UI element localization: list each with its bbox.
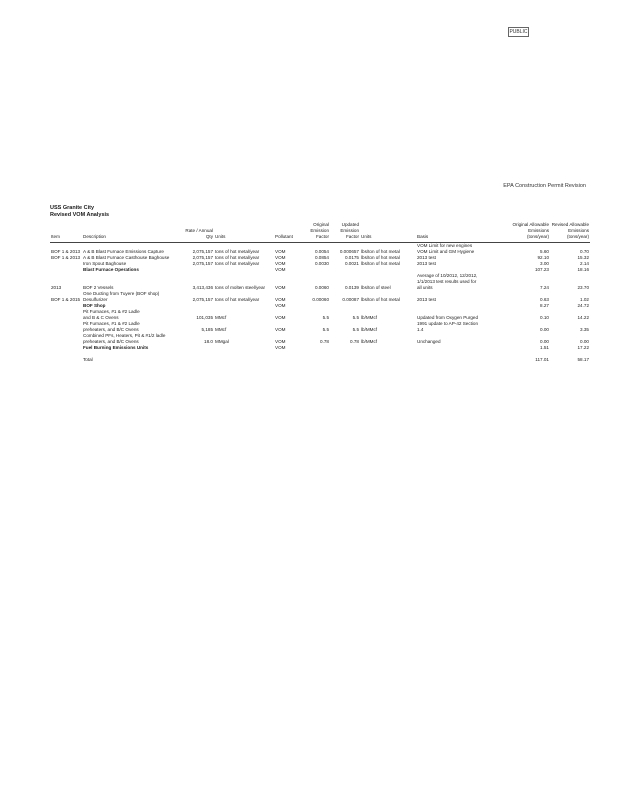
cell-orig-emis: 1.51 bbox=[540, 345, 549, 350]
vom-analysis-table bbox=[50, 222, 590, 363]
cell-upd-factor: 0.0139 bbox=[344, 285, 359, 290]
cell-description: Iron Spout Baghouse bbox=[83, 261, 127, 266]
col-header-revised-emissions: Revised Allowable Emissions (tons/year) bbox=[551, 222, 589, 239]
cell-pollutant: VOM bbox=[275, 315, 286, 320]
cell-units: tons of hot metal/year bbox=[215, 249, 260, 254]
cell-rate: 2,075,157 bbox=[192, 261, 213, 266]
cell-orig-emis: 8.27 bbox=[540, 303, 549, 308]
title-line-2: Revised VOM Analysis bbox=[50, 212, 110, 218]
cell-units: tons of molten steel/year bbox=[215, 285, 266, 290]
cell-rev-emis: 15.32 bbox=[577, 255, 589, 260]
cell-factor-units bbox=[360, 357, 416, 363]
cell-orig-factor: 0.78 bbox=[320, 339, 329, 344]
cell-description: preheaters, and B/C Ovens bbox=[83, 327, 139, 332]
cell-factor-units: lbs/ton of hot metal bbox=[361, 261, 400, 266]
cell-pollutant: VOM bbox=[275, 249, 286, 254]
col-header-description: Description bbox=[83, 234, 106, 239]
cell-rate: 5,185 bbox=[201, 327, 213, 332]
cell-orig-emis: 0.63 bbox=[540, 297, 549, 302]
cell-orig-factor: 5.5 bbox=[322, 315, 329, 320]
cell-upd-factor: 0.0021 bbox=[344, 261, 359, 266]
cell-rev-emis: 24.72 bbox=[577, 303, 589, 308]
cell-description: Pit Furnaces, #1 & #2 Ladle bbox=[83, 321, 140, 326]
cell-rate bbox=[180, 357, 214, 363]
cell-basis: Updated from Oxygen Purged bbox=[417, 315, 479, 320]
cell-basis: 2013 test bbox=[417, 261, 436, 266]
cell-description: Desulfurizer bbox=[83, 297, 108, 302]
cell-basis: 1.4 bbox=[417, 327, 424, 332]
cell-description: Total bbox=[83, 357, 93, 362]
cell-basis: 2013 test bbox=[417, 255, 436, 260]
cell-description: A & B Blast Furnace Casthouse Baghouse bbox=[83, 255, 170, 260]
cell-units bbox=[214, 357, 274, 363]
cell-orig-factor: 0.00060 bbox=[312, 297, 329, 302]
col-header-original-factor: Original Emission Factor bbox=[310, 222, 329, 239]
cell-basis: VOM Limit and GM Hygiene bbox=[417, 249, 475, 254]
cell-units: MMcf bbox=[215, 315, 227, 320]
cell-orig-factor bbox=[300, 357, 330, 363]
cell-description: Blast Furnace Operations bbox=[83, 267, 139, 272]
cell-factor-units: lb/MMcf bbox=[361, 339, 378, 344]
cell-pollutant: VOM bbox=[275, 339, 286, 344]
col-header-factor-units: Units bbox=[361, 234, 372, 239]
cell-pollutant: VOM bbox=[275, 303, 286, 308]
cell-units: MMgal bbox=[215, 339, 229, 344]
cell-pollutant: VOM bbox=[275, 297, 286, 302]
cell-basis: 1991 update to AP-42 Section bbox=[417, 321, 479, 326]
cell-upd-factor: 5.5 bbox=[352, 315, 359, 320]
cell-description: BOF 2 Vessels bbox=[83, 285, 114, 290]
cell-description: Combined PFs, Heaters, Pit & #1/2 ladle bbox=[83, 333, 166, 338]
cell-basis: VOM Limit for new engines bbox=[417, 243, 473, 248]
page-header: EPA Construction Permit Revision bbox=[503, 183, 586, 189]
cell-rev-emis: 3.35 bbox=[580, 327, 589, 332]
cell-item bbox=[50, 357, 82, 363]
cell-orig-factor: 0.0854 bbox=[314, 255, 329, 260]
cell-pollutant: VOM bbox=[275, 255, 286, 260]
table-body bbox=[50, 243, 590, 364]
cell-item: BOF 1 & 2015 bbox=[51, 297, 81, 302]
col-header-updated-factor: Updated Emission Factor bbox=[340, 222, 359, 239]
cell-basis: Unchanged bbox=[417, 339, 441, 344]
cell-description: One Ducting from Tuyere (BOF shop) bbox=[83, 291, 160, 296]
cell-pollutant: VOM bbox=[275, 345, 286, 350]
col-header-pollutant: Pollutant bbox=[275, 234, 293, 239]
cell-orig-emis: 0.00 bbox=[540, 339, 549, 344]
cell-pollutant: VOM bbox=[275, 285, 286, 290]
cell-basis: Average of 10/2012, 12/2012, bbox=[417, 273, 478, 278]
cell-rev-emis: 23.70 bbox=[577, 285, 589, 290]
public-badge: PUBLIC bbox=[509, 29, 528, 35]
cell-orig-factor: 5.5 bbox=[322, 327, 329, 332]
cell-upd-factor: 0.78 bbox=[350, 339, 359, 344]
cell-pollutant: VOM bbox=[275, 261, 286, 266]
cell-rev-emis: 0.00 bbox=[580, 339, 589, 344]
cell-rate: 101,035 bbox=[196, 315, 213, 320]
cell-factor-units: lbs/ton of hot metal bbox=[361, 249, 400, 254]
cell-factor-units: lbs/ton of hot metal bbox=[361, 297, 400, 302]
col-header-original-emissions: Original Allowable Emissions (tons/year) bbox=[512, 222, 549, 239]
cell-basis: 2013 test bbox=[417, 297, 436, 302]
cell-orig-emis: 5.60 bbox=[540, 249, 549, 254]
cell-factor-units: lb/MMcf bbox=[361, 327, 378, 332]
cell-description: Pit Furnaces, #1 & #2 Ladle bbox=[83, 309, 140, 314]
cell-rate: 2,075,157 bbox=[192, 249, 213, 254]
cell-description: and B & C Ovens bbox=[83, 315, 119, 320]
cell-pollutant bbox=[274, 357, 300, 363]
cell-pollutant: VOM bbox=[275, 267, 286, 272]
cell-units: tons of hot metal/year bbox=[215, 261, 260, 266]
cell-upd-factor: 0.0175 bbox=[344, 255, 359, 260]
cell-units: tons of hot metal/year bbox=[215, 297, 260, 302]
cell-rate: 2,075,157 bbox=[192, 297, 213, 302]
cell-rate: 3,413,436 bbox=[192, 285, 213, 290]
cell-units: tons of hot metal/year bbox=[215, 255, 260, 260]
col-header-rate: Rate / Annual Qty bbox=[185, 228, 213, 239]
cell-orig-emis: 117.01 bbox=[535, 357, 549, 362]
cell-orig-emis: 0.00 bbox=[540, 327, 549, 332]
cell-description: preheaters, and B/C Ovens bbox=[83, 339, 139, 344]
cell-units: MMcf bbox=[215, 327, 227, 332]
cell-basis: 1/1/2013 test results used for bbox=[417, 279, 477, 284]
cell-description: A & B Blast Furnace Emissions Capture bbox=[83, 249, 164, 254]
cell-factor-units: lbs/ton of hot metal bbox=[361, 255, 400, 260]
table-header-row bbox=[50, 222, 590, 243]
cell-rev-emis: 1.02 bbox=[580, 297, 589, 302]
cell-upd-factor bbox=[330, 357, 360, 363]
cell-item: BOF 1 & 2013 bbox=[51, 255, 81, 260]
cell-basis bbox=[416, 357, 510, 363]
cell-basis: all units bbox=[417, 285, 433, 290]
cell-upd-factor: 0.00087 bbox=[342, 297, 359, 302]
cell-orig-emis: 92.10 bbox=[537, 255, 549, 260]
col-header-item: Item bbox=[51, 234, 60, 239]
cell-factor-units: lb/MMcf bbox=[361, 315, 378, 320]
cell-orig-factor: 0.0054 bbox=[314, 249, 329, 254]
cell-orig-emis: 107.23 bbox=[534, 267, 549, 272]
cell-item: 2013 bbox=[51, 285, 62, 290]
cell-upd-factor: 5.5 bbox=[352, 327, 359, 332]
table-row bbox=[50, 357, 590, 363]
cell-upd-factor: 0.000657 bbox=[339, 249, 359, 254]
col-header-units: Units bbox=[215, 234, 226, 239]
cell-rev-emis: 2.14 bbox=[580, 261, 589, 266]
cell-rev-emis: 58.17 bbox=[577, 357, 589, 362]
cell-description: Fuel Burning Emissions Units bbox=[83, 345, 149, 350]
cell-rate: 2,075,157 bbox=[192, 255, 213, 260]
col-header-basis: Basis bbox=[417, 234, 429, 239]
cell-orig-emis: 0.10 bbox=[540, 315, 549, 320]
cell-pollutant: VOM bbox=[275, 327, 286, 332]
cell-rev-emis: 18.16 bbox=[577, 267, 589, 272]
cell-orig-factor: 0.0030 bbox=[314, 261, 329, 266]
cell-description: BOF Shop bbox=[83, 303, 106, 308]
cell-item: BOF 1 & 2013 bbox=[51, 249, 81, 254]
cell-rev-emis: 14.22 bbox=[577, 315, 589, 320]
cell-orig-factor: 0.0060 bbox=[314, 285, 329, 290]
cell-rev-emis: 17.22 bbox=[577, 345, 589, 350]
document-title bbox=[50, 205, 109, 219]
title-line-1: USS Granite City bbox=[50, 205, 95, 211]
cell-factor-units: lbs/ton of steel bbox=[361, 285, 391, 290]
cell-rev-emis: 0.70 bbox=[580, 249, 589, 254]
cell-orig-emis: 3.00 bbox=[540, 261, 549, 266]
cell-rate: 18.0 bbox=[204, 339, 213, 344]
cell-orig-emis: 7.24 bbox=[540, 285, 549, 290]
